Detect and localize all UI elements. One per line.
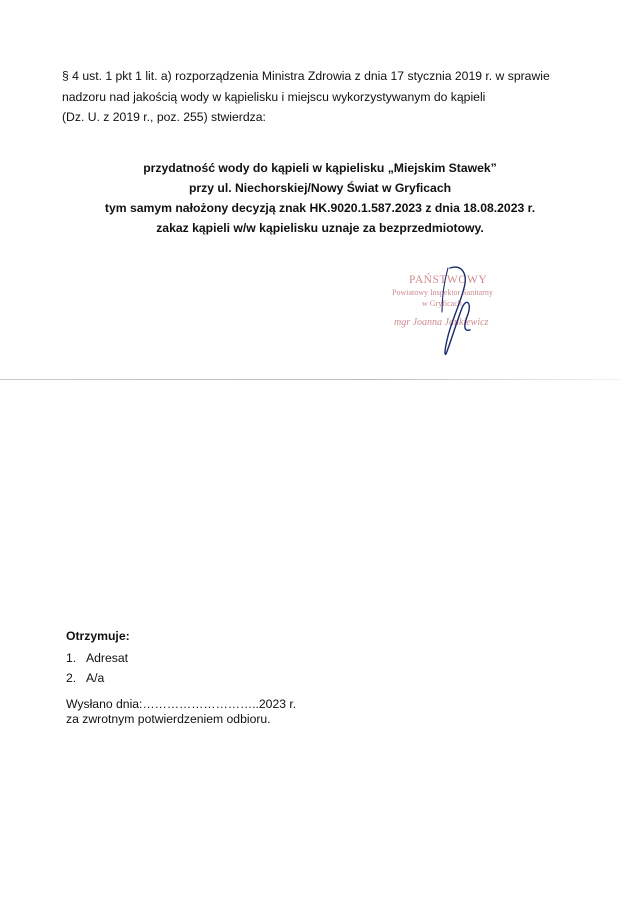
- decision-line: zakaz kąpieli w/w kąpielisku uznaje za bezprzedmiotowy.: [156, 221, 484, 235]
- list-item: [66, 648, 130, 668]
- sent-info: [66, 697, 296, 727]
- decision-line: przy ul. Niechorskiej/Nowy Świat w Gryficach: [188, 181, 452, 195]
- handwritten-signature: [382, 262, 532, 360]
- list-item-number: 1.: [66, 651, 77, 665]
- list-item-label: A/a: [86, 671, 105, 685]
- sent-method-line: za zwrotnym potwierdzeniem odbioru.: [66, 712, 271, 726]
- legal-basis-paragraph: [62, 66, 570, 128]
- stamp-office: Powiatowy Inspektor Sanitarny: [392, 288, 493, 297]
- sent-date-line: Wysłano dnia:………………………..2023 r.: [66, 697, 297, 711]
- decision-line: tym samym nałożony decyzją znak HK.9020.1.587.2023 z dnia 18.08.2023 r.: [104, 201, 536, 215]
- decision-block: [60, 158, 580, 238]
- recipients-list: [66, 648, 130, 688]
- stamp-title: PAŃSTWOWY: [409, 274, 488, 286]
- recipients-section: [66, 626, 130, 688]
- legal-basis-line: § 4 ust. 1 pkt 1 lit. a) rozporządzenia Ministra Zdrowia z dnia 17 stycznia 2019 r. w sprawie: [62, 69, 550, 83]
- decision-line: przydatność wody do kąpieli w kąpielisku „Miejskim Stawek”: [143, 161, 497, 175]
- stamp-city: w Gryficach: [422, 299, 462, 308]
- stamp-name: mgr Joanna Jankiewicz: [394, 317, 489, 328]
- legal-basis-line: nadzoru nad jakością wody w kąpielisku i miejscu wykorzystywanym do kąpieli: [62, 89, 486, 104]
- official-stamp: [382, 262, 532, 360]
- list-item-label: Adresat: [86, 651, 129, 665]
- page-divider: [0, 379, 620, 380]
- legal-basis-line: (Dz. U. z 2019 r., poz. 255) stwierdza:: [62, 110, 266, 124]
- list-item-number: 2.: [66, 671, 77, 685]
- list-item: [66, 668, 130, 688]
- recipients-title: Otrzymuje:: [66, 629, 130, 643]
